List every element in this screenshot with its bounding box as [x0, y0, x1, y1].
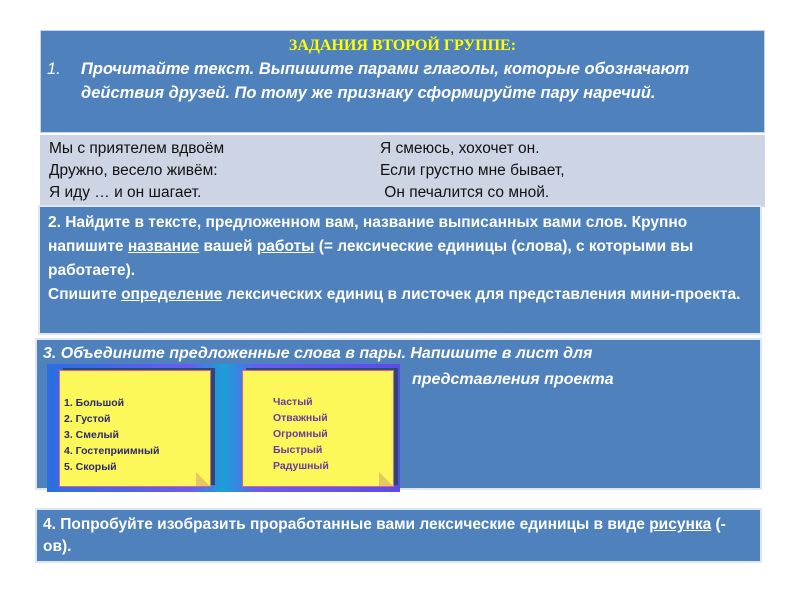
task4-text: 4. Попробуйте изобразить проработанные вами лексические единицы в виде — [43, 516, 650, 533]
word-item: Быстрый — [273, 444, 323, 456]
word-item: 1. Большой — [64, 397, 125, 409]
word-item: 4. Гостеприимный — [64, 445, 160, 457]
task3-line2: представления проекта — [412, 371, 614, 388]
left-word-card — [59, 370, 211, 487]
task1-number: 1. — [47, 60, 61, 78]
word-cards-image — [47, 364, 400, 492]
poem-box — [40, 135, 765, 207]
poem-column-1 — [49, 138, 224, 204]
right-word-card — [242, 370, 394, 487]
page-curl-icon — [196, 472, 210, 486]
task3-line1: 3. Объедините предложенные слова в пары. Напишите в лист для — [43, 345, 593, 362]
task2-underlined: работы — [256, 238, 315, 255]
word-item: Отважный — [273, 412, 328, 424]
word-item: 2. Густой — [64, 413, 111, 425]
poem-line: Я смеюсь, хохочет он. — [380, 140, 540, 157]
task1-body: Прочитайте текст. Выпишите парами глаголы, которые обозначают действия друзей. По тому же признаку сформируйте пару наречий. — [81, 60, 690, 102]
slide-title: ЗАДАНИЯ ВТОРОЙ ГРУППЕ: — [288, 37, 517, 54]
task1-box — [40, 30, 765, 133]
task2-underlined: определение — [121, 286, 223, 303]
task4-box — [35, 508, 762, 563]
task2-text: лексических единиц в листочек для представления мини-проекта. — [222, 286, 741, 303]
word-item: 5. Скорый — [64, 461, 117, 473]
word-item: Частый — [273, 396, 313, 408]
poem-line: Дружно, весело живём: — [49, 162, 218, 179]
poem-line: Он печалится со мной. — [380, 184, 550, 201]
task2-underlined: название — [127, 238, 200, 255]
task4-text: (-ов). — [43, 516, 726, 555]
task2-text: Спишите — [48, 286, 122, 303]
poem-line: Мы с приятелем вдвоём — [49, 140, 225, 157]
task2-text: вашей — [199, 238, 257, 255]
poem-column-2 — [380, 138, 565, 204]
page-curl-icon — [379, 472, 393, 486]
poem-line: Если грустно мне бывает, — [380, 162, 565, 179]
task1-text — [41, 57, 764, 105]
task2-text: (= лексические единицы (слова), с которыми вы работаете). — [48, 238, 694, 279]
word-item: 3. Смелый — [64, 429, 119, 441]
poem-line: Я иду … и он шагает. — [49, 184, 202, 201]
word-item: Огромный — [273, 428, 328, 440]
task2-box — [38, 205, 762, 335]
word-item: Радушный — [273, 460, 329, 472]
task2-text: 2. Найдите в тексте, предложенном вам, название выписанных вами слов. Крупно напишите — [48, 214, 688, 255]
task4-underlined: рисунка — [649, 516, 712, 533]
